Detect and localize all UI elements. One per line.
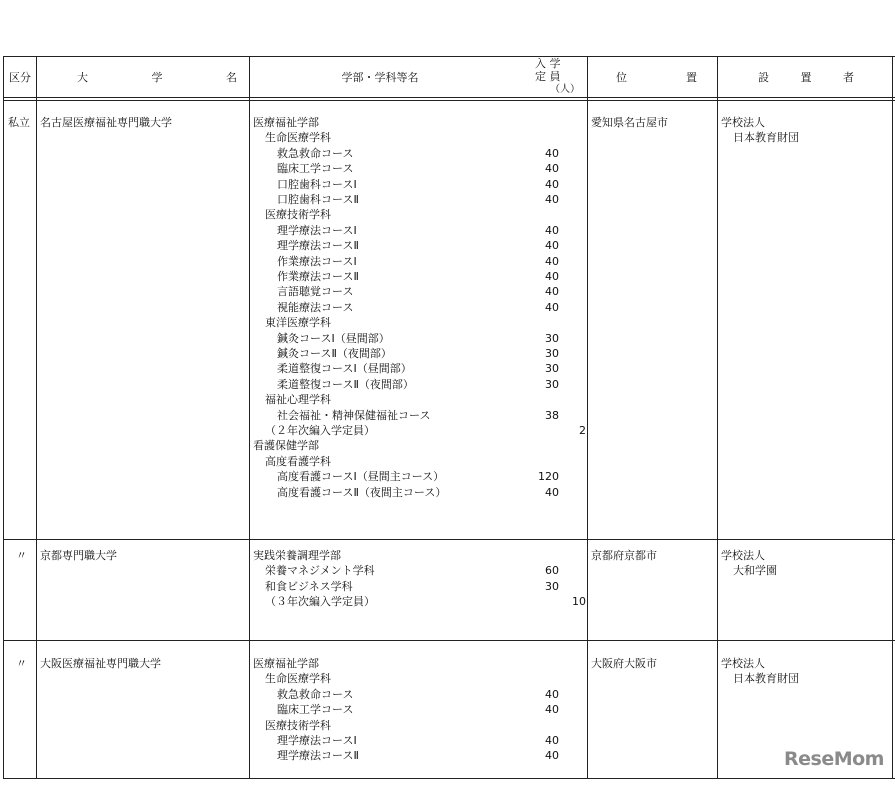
capacity-value: 40	[545, 703, 559, 717]
department-label: （２年次編入学定員）	[265, 424, 375, 437]
capacity-value: 38	[545, 408, 559, 422]
col-border-ichi	[717, 56, 718, 779]
location-cell: 愛知県名古屋市	[591, 116, 668, 129]
capacity-value: 40	[545, 162, 559, 176]
kubun-cell: 〃	[16, 549, 27, 562]
header-setchisha-char-3: 者	[843, 71, 854, 84]
header-setchisha	[718, 56, 892, 98]
capacity-value: 40	[545, 300, 559, 314]
course-label: 臨床工学コース	[277, 162, 354, 176]
col-border-setchisha	[892, 56, 893, 779]
founder-type: 学校法人	[721, 116, 765, 129]
department-label: 生命医療学科	[265, 131, 331, 145]
header-teiin-line1: 入 学	[535, 57, 561, 70]
header-daigaku-char-1: 大	[77, 71, 88, 84]
course-label: 理学療法コースⅠ	[277, 223, 357, 237]
header-teiin-line2: 定 員	[535, 70, 561, 83]
header-divider-double	[3, 100, 895, 101]
header-ichi-char-2: 置	[686, 71, 697, 84]
course-label: 救急救命コース	[277, 146, 354, 160]
course-label: 理学療法コースⅡ	[277, 239, 359, 253]
faculty-label: 医療福祉学部	[253, 116, 319, 129]
capacity-value: 40	[545, 254, 559, 268]
course-label: 鍼灸コースⅠ（昼間部）	[277, 331, 390, 345]
department-label: 栄養マネジメント学科	[265, 564, 375, 578]
course-label: 理学療法コースⅡ	[277, 749, 359, 763]
transfer-capacity-value: 2	[579, 424, 586, 437]
header-daigaku	[37, 56, 249, 98]
capacity-value: 40	[545, 687, 559, 701]
department-label: 和食ビジネス学科	[265, 579, 353, 593]
capacity-value: 120	[538, 470, 559, 484]
transfer-capacity-value: 10	[572, 595, 586, 609]
founder-type: 学校法人	[721, 657, 765, 670]
capacity-value: 40	[545, 734, 559, 747]
capacity-value: 60	[545, 564, 559, 578]
row-divider-2	[3, 640, 895, 641]
department-label: 医療技術学科	[265, 208, 331, 222]
kubun-cell: 〃	[16, 657, 27, 670]
capacity-value: 30	[545, 362, 559, 376]
course-label: 作業療法コースⅡ	[277, 270, 359, 283]
location-cell: 京都府京都市	[591, 549, 657, 562]
faculty-label: 看護保健学部	[253, 439, 319, 453]
course-label: 臨床工学コース	[277, 703, 354, 717]
course-label: 視能療法コース	[277, 300, 354, 314]
capacity-value: 40	[545, 193, 559, 206]
course-label: 口腔歯科コースⅠ	[277, 177, 357, 191]
kubun-cell: 私立	[8, 116, 30, 129]
table-bottom-border	[3, 778, 895, 779]
course-label: 柔道整復コースⅠ（昼間部）	[277, 362, 412, 376]
department-label: 福祉心理学科	[265, 393, 331, 407]
header-ichi-char-1: 位	[616, 71, 627, 84]
capacity-value: 40	[545, 485, 559, 499]
course-label: 高度看護コースⅠ（昼間主コース）	[277, 470, 445, 484]
header-setchisha-char-1: 設	[758, 71, 769, 84]
header-setchisha-char-2: 置	[800, 71, 812, 84]
course-label: 口腔歯科コースⅡ	[277, 193, 359, 206]
university-name: 名古屋医療福祉専門職大学	[40, 116, 172, 129]
founder-type: 学校法人	[721, 549, 765, 562]
capacity-value: 40	[545, 146, 559, 160]
course-label: 言語聴覚コース	[277, 285, 354, 299]
department-label: 生命医療学科	[265, 672, 331, 686]
founder-name: 日本教育財団	[733, 672, 799, 685]
course-label: 鍼灸コースⅡ（夜間部）	[277, 347, 392, 360]
capacity-value: 40	[545, 270, 559, 283]
university-name: 大阪医療福祉専門職大学	[40, 657, 161, 670]
faculty-label: 実践栄養調理学部	[253, 549, 341, 562]
capacity-value: 40	[545, 223, 559, 237]
capacity-value: 30	[545, 377, 559, 391]
header-daigaku-char-3: 名	[226, 71, 237, 84]
department-label: （３年次編入学定員）	[265, 595, 375, 609]
university-table	[3, 56, 895, 779]
capacity-value: 30	[545, 331, 559, 345]
location-cell: 大阪府大阪市	[591, 657, 657, 670]
university-name: 京都専門職大学	[40, 549, 117, 562]
department-label: 東洋医療学科	[265, 316, 331, 330]
col-border-daigaku	[249, 56, 250, 779]
founder-name: 大和学園	[733, 564, 777, 577]
header-kubun: 区分	[9, 71, 31, 84]
header-teiin-unit: （人）	[550, 84, 580, 95]
row-divider-1	[3, 539, 895, 540]
course-label: 作業療法コースⅠ	[277, 254, 357, 268]
col-border-gakubu	[587, 56, 588, 779]
course-label: 柔道整復コースⅡ（夜間部）	[277, 377, 414, 391]
capacity-value: 30	[545, 579, 559, 593]
faculty-label: 医療福祉学部	[253, 657, 319, 670]
col-border-kubun	[36, 56, 37, 779]
capacity-value: 40	[545, 239, 559, 253]
capacity-value: 40	[545, 177, 559, 191]
course-label: 社会福祉・精神保健福祉コース	[277, 408, 431, 422]
course-label: 救急救命コース	[277, 687, 354, 701]
course-label: 理学療法コースⅠ	[277, 734, 357, 747]
capacity-value: 40	[545, 285, 559, 299]
capacity-value: 30	[545, 347, 559, 360]
course-label: 高度看護コースⅡ（夜間主コース）	[277, 485, 447, 499]
capacity-value: 40	[545, 749, 559, 763]
founder-name: 日本教育財団	[733, 131, 799, 144]
department-label: 高度看護学科	[265, 454, 331, 468]
resemom-logo: ReseMom	[784, 748, 884, 770]
col-border-left	[3, 56, 4, 779]
header-daigaku-char-2: 学	[151, 71, 163, 84]
header-ichi	[588, 56, 717, 98]
department-label: 医療技術学科	[265, 718, 331, 732]
header-gakubu: 学部・学科等名	[341, 71, 419, 84]
